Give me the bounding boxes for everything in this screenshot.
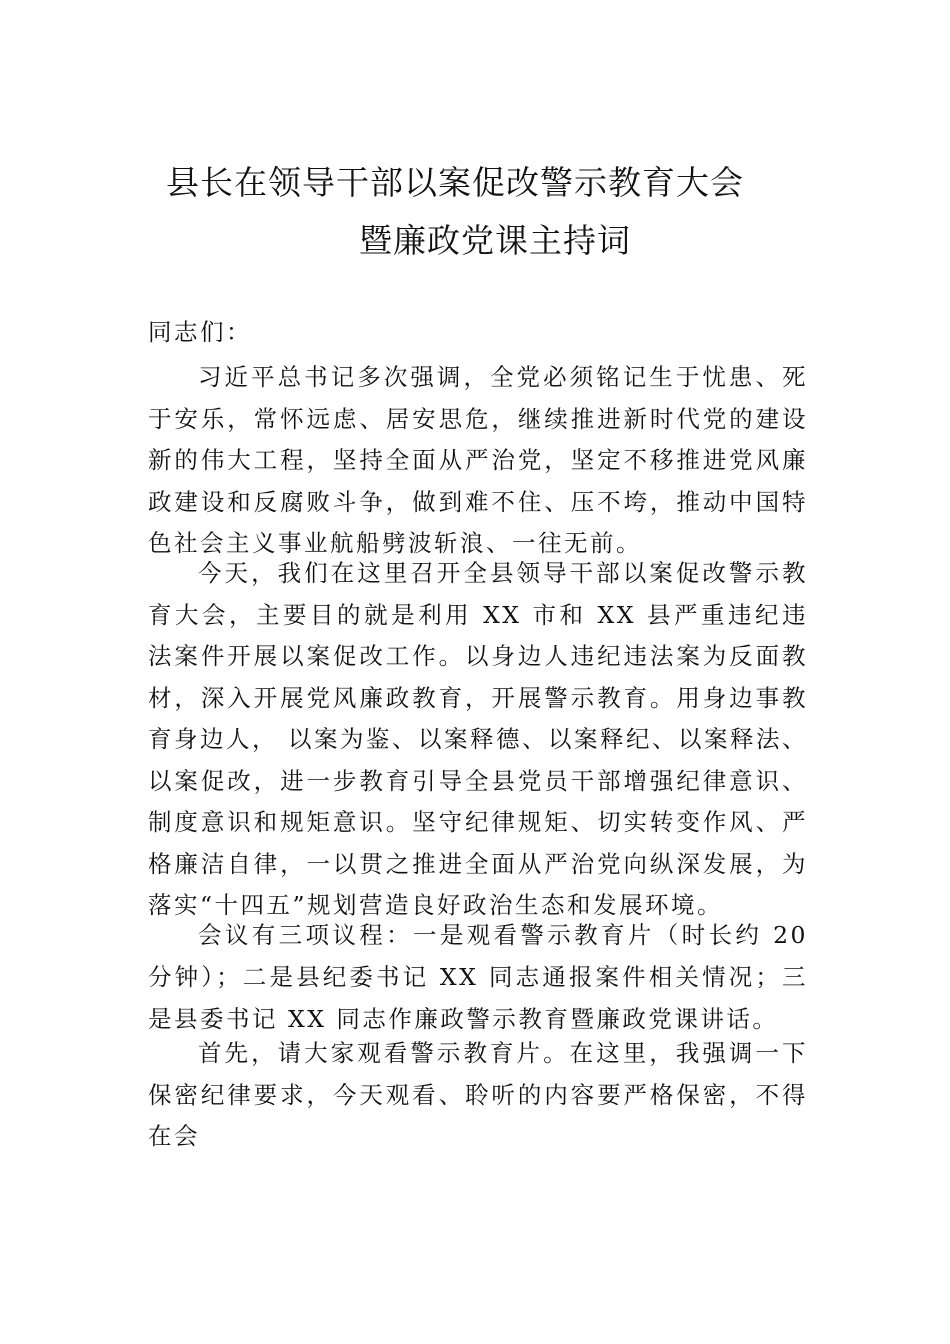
paragraph-2: 今天，我们在这里召开全县领导干部以案促改警示教育大会，主要目的就是利用 XX 市和 XX 县严重违纪违法案件开展以案促改工作。以身边人违纪违法案为反面教材，深入开展党风廉政教育，开展警示教育。用身边事教育身边人， 以案为鉴、以案释德、以案释纪、以案释法、以案促改，进一步教育引导全县党员干部增强纪律意识、制度意识和规矩意识。坚守纪律规矩、切实转变作风、严格廉洁自律，一以贯之推进全面从严治党向纵深发展，为落实“十四五”规划营造良好政治生态和发展环境。 xyxy=(148,559,808,919)
document-title-line-2: 暨廉政党课主持词 xyxy=(359,221,631,260)
paragraph-1: 习近平总书记多次强调，全党必须铭记生于忧患、死于安乐，常怀远虑、居安思危，继续推进新时代党的建设新的伟大工程，坚持全面从严治党，坚定不移推进党风廉政建设和反腐败斗争，做到难不住、压不垮，推动中国特色社会主义事业航船劈波斩浪、一往无前。 xyxy=(148,363,808,557)
document-title-line-1: 县长在领导干部以案促改警示教育大会 xyxy=(166,163,744,202)
salutation: 同志们： xyxy=(148,318,252,346)
paragraph-4: 首先，请大家观看警示教育片。在这里，我强调一下保密纪律要求，今天观看、聆听的内容要严格保密，不得在会 xyxy=(148,1039,808,1150)
paragraph-3: 会议有三项议程：一是观看警示教育片（时长约 20 分钟）；二是县纪委书记 XX 同志通报案件相关情况；三是县委书记 XX 同志作廉政警示教育暨廉政党课讲话。 xyxy=(148,921,808,1033)
